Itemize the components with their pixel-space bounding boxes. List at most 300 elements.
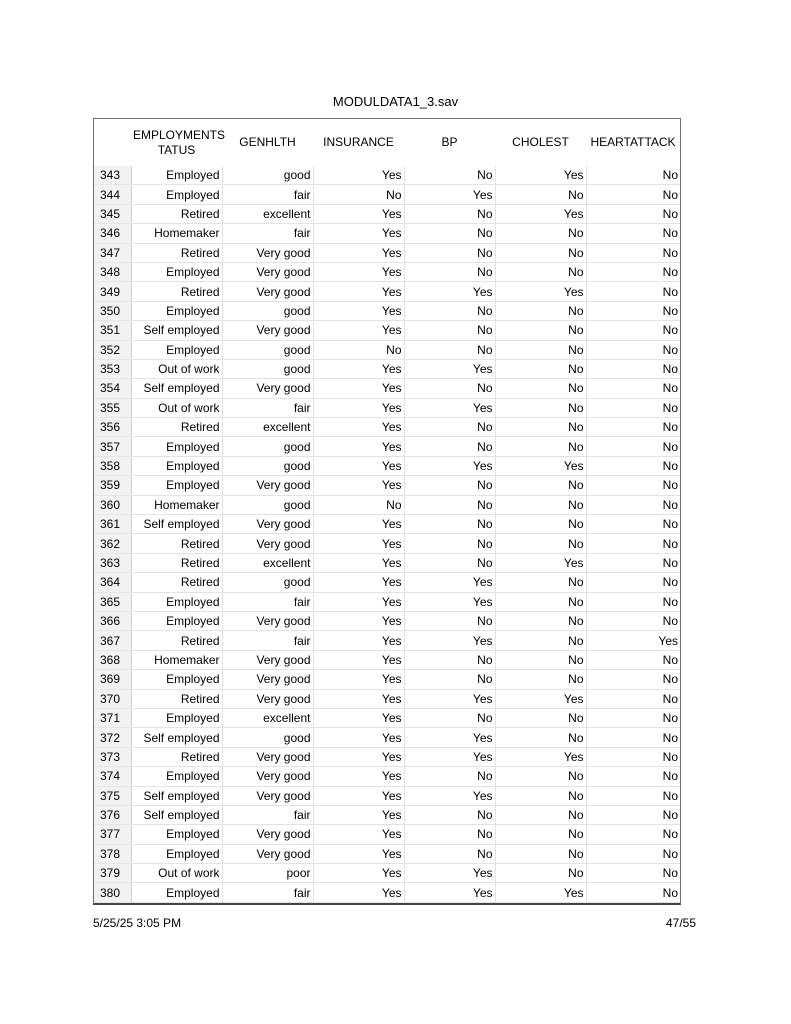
row-number: 344	[94, 185, 131, 204]
bp-cell: Yes	[404, 689, 495, 708]
bp-cell: Yes	[404, 864, 495, 883]
insurance-cell: Yes	[313, 767, 404, 786]
cholest-cell: Yes	[495, 747, 586, 766]
heartattack-cell: No	[586, 689, 680, 708]
bp-cell: Yes	[404, 786, 495, 805]
heartattack-cell: No	[586, 340, 680, 359]
heartattack-cell: No	[586, 805, 680, 824]
row-number: 349	[94, 282, 131, 301]
employment-status-cell: Self employed	[131, 728, 222, 747]
employment-status-cell: Retired	[131, 243, 222, 262]
bp-cell: Yes	[404, 592, 495, 611]
row-number: 361	[94, 515, 131, 534]
employment-status-cell: Employed	[131, 262, 222, 281]
heartattack-cell: No	[586, 204, 680, 223]
employment-status-cell: Out of work	[131, 398, 222, 417]
row-number: 360	[94, 495, 131, 514]
cholest-cell: Yes	[495, 553, 586, 572]
table-row	[94, 573, 680, 592]
row-number: 362	[94, 534, 131, 553]
genhlth-cell: good	[222, 495, 313, 514]
data-table	[94, 119, 680, 903]
genhlth-cell: Very good	[222, 747, 313, 766]
table-row	[94, 243, 680, 262]
employment-status-cell: Out of work	[131, 359, 222, 378]
employment-status-cell: Employed	[131, 340, 222, 359]
cholest-cell: Yes	[495, 282, 586, 301]
table-row	[94, 592, 680, 611]
insurance-cell: Yes	[313, 670, 404, 689]
header-genhlth: GENHLTH	[239, 135, 296, 149]
document-title: MODULDATA1_3.sav	[332, 94, 459, 109]
bp-cell: No	[404, 534, 495, 553]
bp-cell: No	[404, 805, 495, 824]
employment-status-cell: Employed	[131, 825, 222, 844]
bp-cell: No	[404, 243, 495, 262]
header-insurance: INSURANCE	[323, 135, 394, 149]
table-row	[94, 825, 680, 844]
header-heartattack: HEARTATTACK	[590, 135, 676, 149]
row-number: 348	[94, 262, 131, 281]
insurance-cell: Yes	[313, 166, 404, 185]
cholest-cell: No	[495, 321, 586, 340]
insurance-cell: Yes	[313, 359, 404, 378]
heartattack-cell: No	[586, 650, 680, 669]
data-table-container	[93, 118, 681, 905]
insurance-cell: Yes	[313, 534, 404, 553]
bp-cell: No	[404, 670, 495, 689]
employment-status-cell: Homemaker	[131, 224, 222, 243]
row-number: 352	[94, 340, 131, 359]
row-number: 375	[94, 786, 131, 805]
cholest-cell: No	[495, 398, 586, 417]
page-number: 47/55	[665, 916, 696, 930]
table-row	[94, 708, 680, 727]
bp-cell: No	[404, 825, 495, 844]
table-row	[94, 456, 680, 475]
row-number: 353	[94, 359, 131, 378]
heartattack-cell: No	[586, 185, 680, 204]
genhlth-cell: Very good	[222, 534, 313, 553]
table-row	[94, 166, 680, 185]
bp-cell: No	[404, 476, 495, 495]
genhlth-cell: poor	[222, 864, 313, 883]
insurance-cell: Yes	[313, 864, 404, 883]
genhlth-cell: Very good	[222, 689, 313, 708]
cholest-cell: No	[495, 844, 586, 863]
cholest-cell: No	[495, 262, 586, 281]
table-row	[94, 553, 680, 572]
genhlth-cell: good	[222, 359, 313, 378]
bp-cell: No	[404, 650, 495, 669]
insurance-cell: Yes	[313, 650, 404, 669]
table-row	[94, 767, 680, 786]
bp-cell: No	[404, 166, 495, 185]
employment-status-cell: Out of work	[131, 864, 222, 883]
row-number: 346	[94, 224, 131, 243]
insurance-cell: No	[313, 185, 404, 204]
genhlth-cell: fair	[222, 224, 313, 243]
heartattack-cell: No	[586, 437, 680, 456]
header-row-number	[94, 119, 131, 166]
table-row	[94, 495, 680, 514]
cholest-cell: No	[495, 592, 586, 611]
genhlth-cell: fair	[222, 185, 313, 204]
genhlth-cell: Very good	[222, 650, 313, 669]
genhlth-cell: Very good	[222, 786, 313, 805]
table-row	[94, 883, 680, 902]
genhlth-cell: Very good	[222, 243, 313, 262]
insurance-cell: Yes	[313, 262, 404, 281]
bp-cell: Yes	[404, 185, 495, 204]
employment-status-cell: Homemaker	[131, 650, 222, 669]
heartattack-cell: No	[586, 767, 680, 786]
heartattack-cell: No	[586, 747, 680, 766]
employment-status-cell: Employed	[131, 767, 222, 786]
genhlth-cell: good	[222, 340, 313, 359]
table-row	[94, 437, 680, 456]
row-number: 372	[94, 728, 131, 747]
employment-status-cell: Employed	[131, 185, 222, 204]
genhlth-cell: Very good	[222, 262, 313, 281]
genhlth-cell: Very good	[222, 379, 313, 398]
employment-status-cell: Self employed	[131, 379, 222, 398]
table-row	[94, 864, 680, 883]
table-row	[94, 321, 680, 340]
insurance-cell: Yes	[313, 747, 404, 766]
bp-cell: No	[404, 301, 495, 320]
heartattack-cell: No	[586, 398, 680, 417]
bp-cell: Yes	[404, 573, 495, 592]
genhlth-cell: excellent	[222, 418, 313, 437]
table-row	[94, 185, 680, 204]
insurance-cell: No	[313, 495, 404, 514]
genhlth-cell: Very good	[222, 515, 313, 534]
genhlth-cell: fair	[222, 631, 313, 650]
cholest-cell: No	[495, 573, 586, 592]
genhlth-cell: excellent	[222, 204, 313, 223]
heartattack-cell: No	[586, 553, 680, 572]
insurance-cell: Yes	[313, 573, 404, 592]
insurance-cell: Yes	[313, 204, 404, 223]
employment-status-cell: Employed	[131, 166, 222, 185]
heartattack-cell: No	[586, 883, 680, 902]
row-number: 364	[94, 573, 131, 592]
table-row	[94, 418, 680, 437]
row-number: 358	[94, 456, 131, 475]
table-row	[94, 204, 680, 223]
print-timestamp: 5/25/25 3:05 PM	[93, 916, 182, 930]
header-bp: BP	[441, 135, 458, 149]
insurance-cell: Yes	[313, 689, 404, 708]
bp-cell: No	[404, 611, 495, 630]
cholest-cell: No	[495, 340, 586, 359]
bp-cell: No	[404, 844, 495, 863]
cholest-cell: No	[495, 185, 586, 204]
heartattack-cell: No	[586, 282, 680, 301]
cholest-cell: Yes	[495, 456, 586, 475]
table-row	[94, 262, 680, 281]
heartattack-cell: No	[586, 418, 680, 437]
insurance-cell: Yes	[313, 379, 404, 398]
row-number: 373	[94, 747, 131, 766]
table-row	[94, 379, 680, 398]
employment-status-cell: Retired	[131, 747, 222, 766]
row-number: 363	[94, 553, 131, 572]
insurance-cell: Yes	[313, 883, 404, 902]
cholest-cell: No	[495, 767, 586, 786]
genhlth-cell: good	[222, 437, 313, 456]
employment-status-cell: Self employed	[131, 805, 222, 824]
cholest-cell: No	[495, 650, 586, 669]
cholest-cell: No	[495, 708, 586, 727]
bp-cell: No	[404, 708, 495, 727]
table-row	[94, 786, 680, 805]
cholest-cell: No	[495, 728, 586, 747]
heartattack-cell: No	[586, 495, 680, 514]
row-number: 366	[94, 611, 131, 630]
employment-status-cell: Employed	[131, 611, 222, 630]
employment-status-cell: Employed	[131, 670, 222, 689]
cholest-cell: No	[495, 437, 586, 456]
genhlth-cell: Very good	[222, 767, 313, 786]
genhlth-cell: excellent	[222, 553, 313, 572]
row-number: 351	[94, 321, 131, 340]
insurance-cell: Yes	[313, 321, 404, 340]
employment-status-cell: Retired	[131, 204, 222, 223]
employment-status-cell: Employed	[131, 476, 222, 495]
genhlth-cell: Very good	[222, 844, 313, 863]
heartattack-cell: No	[586, 592, 680, 611]
employment-status-cell: Self employed	[131, 321, 222, 340]
heartattack-cell: No	[586, 301, 680, 320]
genhlth-cell: Very good	[222, 825, 313, 844]
cholest-cell: No	[495, 534, 586, 553]
employment-status-cell: Retired	[131, 631, 222, 650]
row-number: 355	[94, 398, 131, 417]
heartattack-cell: No	[586, 456, 680, 475]
employment-status-cell: Self employed	[131, 515, 222, 534]
insurance-cell: Yes	[313, 282, 404, 301]
employment-status-cell: Employed	[131, 708, 222, 727]
genhlth-cell: fair	[222, 592, 313, 611]
bp-cell: No	[404, 515, 495, 534]
table-row	[94, 844, 680, 863]
row-number: 359	[94, 476, 131, 495]
cholest-cell: No	[495, 476, 586, 495]
employment-status-cell: Employed	[131, 592, 222, 611]
table-row	[94, 359, 680, 378]
employment-status-cell: Retired	[131, 689, 222, 708]
bp-cell: No	[404, 204, 495, 223]
bp-cell: Yes	[404, 631, 495, 650]
cholest-cell: Yes	[495, 689, 586, 708]
heartattack-cell: No	[586, 321, 680, 340]
row-number: 347	[94, 243, 131, 262]
table-row	[94, 689, 680, 708]
heartattack-cell: No	[586, 243, 680, 262]
insurance-cell: Yes	[313, 825, 404, 844]
genhlth-cell: fair	[222, 883, 313, 902]
bp-cell: No	[404, 418, 495, 437]
table-row	[94, 631, 680, 650]
genhlth-cell: good	[222, 301, 313, 320]
insurance-cell: Yes	[313, 592, 404, 611]
insurance-cell: Yes	[313, 437, 404, 456]
row-number: 379	[94, 864, 131, 883]
row-number: 371	[94, 708, 131, 727]
row-number: 365	[94, 592, 131, 611]
genhlth-cell: excellent	[222, 708, 313, 727]
cholest-cell: No	[495, 224, 586, 243]
employment-status-cell: Employed	[131, 437, 222, 456]
heartattack-cell: No	[586, 786, 680, 805]
insurance-cell: Yes	[313, 805, 404, 824]
employment-status-cell: Homemaker	[131, 495, 222, 514]
heartattack-cell: No	[586, 379, 680, 398]
bp-cell: Yes	[404, 456, 495, 475]
bp-cell: No	[404, 340, 495, 359]
row-number: 378	[94, 844, 131, 863]
heartattack-cell: Yes	[586, 631, 680, 650]
heartattack-cell: No	[586, 844, 680, 863]
bp-cell: No	[404, 553, 495, 572]
table-row	[94, 747, 680, 766]
table-row	[94, 515, 680, 534]
heartattack-cell: No	[586, 864, 680, 883]
insurance-cell: Yes	[313, 301, 404, 320]
row-number: 377	[94, 825, 131, 844]
cholest-cell: No	[495, 243, 586, 262]
genhlth-cell: good	[222, 573, 313, 592]
row-number: 345	[94, 204, 131, 223]
cholest-cell: Yes	[495, 204, 586, 223]
insurance-cell: Yes	[313, 844, 404, 863]
table-row	[94, 224, 680, 243]
cholest-cell: No	[495, 611, 586, 630]
heartattack-cell: No	[586, 708, 680, 727]
employment-status-cell: Retired	[131, 553, 222, 572]
row-number: 343	[94, 166, 131, 185]
genhlth-cell: good	[222, 728, 313, 747]
employment-status-cell: Employed	[131, 456, 222, 475]
heartattack-cell: No	[586, 728, 680, 747]
employment-status-cell: Retired	[131, 573, 222, 592]
employment-status-cell: Self employed	[131, 786, 222, 805]
heartattack-cell: No	[586, 476, 680, 495]
bp-cell: No	[404, 379, 495, 398]
bp-cell: No	[404, 767, 495, 786]
cholest-cell: No	[495, 379, 586, 398]
insurance-cell: Yes	[313, 515, 404, 534]
insurance-cell: Yes	[313, 631, 404, 650]
table-row	[94, 728, 680, 747]
heartattack-cell: No	[586, 515, 680, 534]
table-row	[94, 670, 680, 689]
cholest-cell: No	[495, 418, 586, 437]
cholest-cell: No	[495, 864, 586, 883]
cholest-cell: No	[495, 805, 586, 824]
cholest-cell: No	[495, 495, 586, 514]
insurance-cell: Yes	[313, 398, 404, 417]
genhlth-cell: good	[222, 456, 313, 475]
employment-status-cell: Employed	[131, 301, 222, 320]
table-row	[94, 282, 680, 301]
genhlth-cell: fair	[222, 805, 313, 824]
genhlth-cell: Very good	[222, 611, 313, 630]
genhlth-cell: fair	[222, 398, 313, 417]
heartattack-cell: No	[586, 166, 680, 185]
row-number: 356	[94, 418, 131, 437]
cholest-cell: Yes	[495, 883, 586, 902]
employment-status-cell: Retired	[131, 282, 222, 301]
table-row	[94, 476, 680, 495]
bp-cell: No	[404, 437, 495, 456]
genhlth-cell: Very good	[222, 282, 313, 301]
insurance-cell: Yes	[313, 708, 404, 727]
table-row	[94, 650, 680, 669]
employment-status-cell: Employed	[131, 844, 222, 863]
table-row	[94, 301, 680, 320]
employment-status-cell: Retired	[131, 534, 222, 553]
bp-cell: Yes	[404, 359, 495, 378]
cholest-cell: No	[495, 359, 586, 378]
heartattack-cell: No	[586, 825, 680, 844]
bp-cell: Yes	[404, 728, 495, 747]
row-number: 376	[94, 805, 131, 824]
cholest-cell: No	[495, 786, 586, 805]
table-row	[94, 398, 680, 417]
row-number: 350	[94, 301, 131, 320]
table-row	[94, 340, 680, 359]
insurance-cell: Yes	[313, 456, 404, 475]
insurance-cell: Yes	[313, 243, 404, 262]
insurance-cell: Yes	[313, 553, 404, 572]
insurance-cell: No	[313, 340, 404, 359]
header-cholest: CHOLEST	[512, 135, 569, 149]
bp-cell: Yes	[404, 282, 495, 301]
bp-cell: No	[404, 262, 495, 281]
genhlth-cell: good	[222, 166, 313, 185]
heartattack-cell: No	[586, 670, 680, 689]
heartattack-cell: No	[586, 224, 680, 243]
bp-cell: Yes	[404, 747, 495, 766]
row-number: 354	[94, 379, 131, 398]
genhlth-cell: Very good	[222, 670, 313, 689]
cholest-cell: No	[495, 670, 586, 689]
row-number: 380	[94, 883, 131, 902]
cholest-cell: Yes	[495, 166, 586, 185]
row-number: 368	[94, 650, 131, 669]
heartattack-cell: No	[586, 573, 680, 592]
row-number: 370	[94, 689, 131, 708]
insurance-cell: Yes	[313, 786, 404, 805]
insurance-cell: Yes	[313, 728, 404, 747]
heartattack-cell: No	[586, 359, 680, 378]
table-body	[94, 166, 680, 902]
header-row	[94, 119, 680, 166]
heartattack-cell: No	[586, 534, 680, 553]
row-number: 367	[94, 631, 131, 650]
cholest-cell: No	[495, 825, 586, 844]
insurance-cell: Yes	[313, 224, 404, 243]
row-number: 374	[94, 767, 131, 786]
bp-cell: No	[404, 224, 495, 243]
genhlth-cell: Very good	[222, 476, 313, 495]
bp-cell: Yes	[404, 883, 495, 902]
heartattack-cell: No	[586, 262, 680, 281]
cholest-cell: No	[495, 631, 586, 650]
